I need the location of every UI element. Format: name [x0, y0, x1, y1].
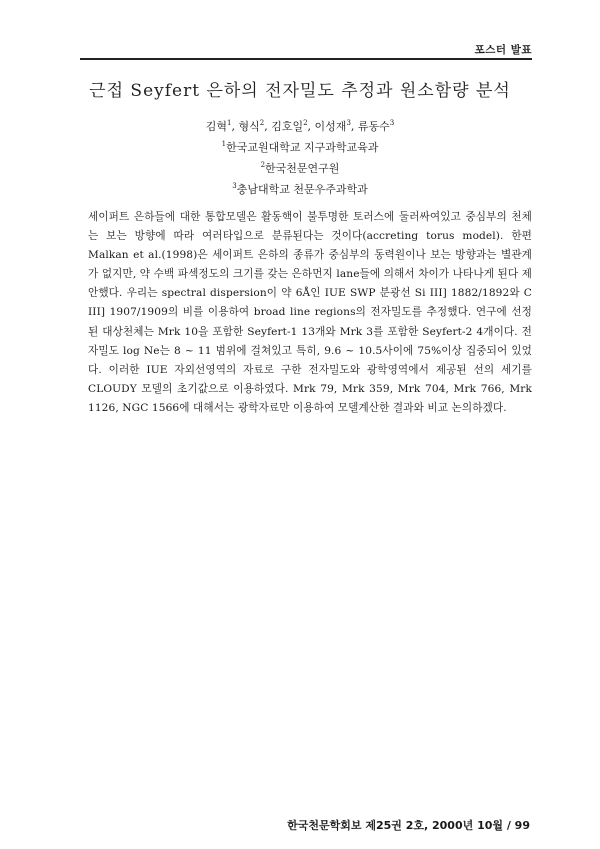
author-name: 김혁	[205, 120, 227, 133]
author-sup: 1	[226, 119, 232, 127]
affiliation-name: 한국천문연구원	[265, 162, 340, 175]
affiliation	[0, 137, 600, 158]
affiliation-name: 한국교원대학교 지구과학교육과	[226, 141, 379, 154]
header-rule	[80, 58, 532, 60]
affiliation-sup: 2	[260, 161, 266, 169]
author-sup: 2	[259, 119, 265, 127]
author-name: 류동수	[357, 120, 390, 133]
author-name: 이성재	[314, 120, 347, 133]
affiliation-sup: 3	[232, 182, 237, 190]
author-list: 김혁$^1$, 형식$^2$, 김호일$^2$, 이성재$^3$, 류동수$^3$	[205, 119, 395, 133]
page-footer: 한국천문학회보 제25권 2호, 2000년 10월 / 99	[287, 819, 530, 832]
affiliation	[0, 158, 600, 179]
author-name: 김호일	[271, 120, 304, 133]
author-name: 형식	[238, 120, 260, 133]
affiliation-sup: 1	[221, 140, 227, 148]
paper-title: 근접 Seyfert 은하의 전자밀도 추정과 원소함량 분석	[89, 81, 511, 101]
affiliation	[0, 179, 600, 200]
author-sup: 3	[389, 119, 395, 127]
author-sup: 3	[346, 119, 351, 127]
abstract-text: 세이퍼트 은하들에 대한 통합모델은 활동핵이 불투명한 토러스에 둘러싸여있고 중심부의 천체는 보는 방향에 따라 여러타입으로 분류된다는 것이다(accreting torus model). 한편 Malkan et al.(1998)은 세이퍼트 은하의 종류가 중심부의 동력원이나 보는 방향과는 별관계가 없지만, 약 수백 파섹정도의 크기를 갖는 은하먼지 lane들에 의해서 차이가 나타나게 된다 제안했다. 우리는 spectral dispersion이 약 6Å인 IUE SWP 분광선 Si III] 1882/1892와 C III] 1907/1909의 비를 이용하여 broad line regions의 전자밀도를 추정했다. 연구에 선정된 대상천체는 Mrk 10을 포함한 Seyfert-1 13개와 Mrk 3를 포함한 Seyfert-2 4개이다. 전자밀도 log Ne는 8 ~ 11 범위에 걸쳐있고 특히, 9.6 ~ 10.5사이에 75%이상 집중되어 있었다. 이러한 IUE 자외선영역의 자료로 구한 전자밀도와 광학영역에서 제공된 선의 세기를 CLOUDY 모델의 초기값으로 이용하였다. Mrk 79, Mrk 359, Mrk 704, Mrk 766, Mrk 1126, NGC 1566에 대해서는 광학자료만 이용하여 모델계산한 결과와 비교 논의하겠다.	[88, 211, 532, 414]
section-tag: 포스터 발표	[474, 44, 532, 56]
author-sup: 2	[303, 119, 308, 127]
author-block	[0, 116, 600, 200]
affiliation-name: 충남대학교 천문우주과학과	[236, 183, 368, 196]
